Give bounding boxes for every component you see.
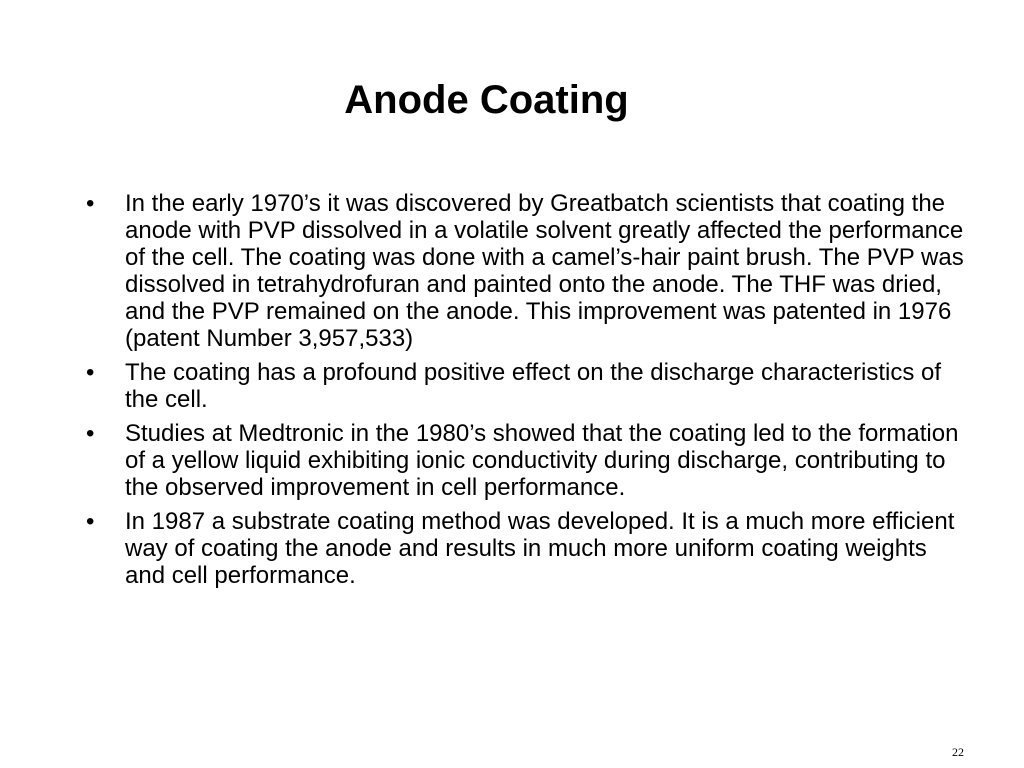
slide-title: Anode Coating xyxy=(344,78,629,122)
bullet-icon: • xyxy=(86,359,95,386)
bullet-text: In the early 1970’s it was discovered by Greatbatch scientists that coating the anode with PVP dissolved in a volatile solvent greatly affected the performance of the cell. The coating was done with a camel’s-hair paint brush. The PVP was dissolved in tetrahydrofuran and painted onto the anode. The THF was dried, and the PVP remained on the anode. This improvement was patented in 1976 (patent Number 3,957,533) xyxy=(125,190,964,352)
bullet-list xyxy=(84,190,964,596)
bullet-icon: • xyxy=(86,508,95,535)
bullet-text: The coating has a profound positive effect on the discharge characteristics of the cell. xyxy=(125,359,942,413)
bullet-text: In 1987 a substrate coating method was developed. It is a much more efficient way of coating the anode and results in much more uniform coating weights and cell performance. xyxy=(125,508,955,589)
bullet-item xyxy=(84,420,964,501)
slide-number: 22 xyxy=(952,745,964,759)
bullet-item xyxy=(84,508,964,589)
bullet-text: Studies at Medtronic in the 1980’s showed that the coating led to the formation of a yellow liquid exhibiting ionic conductivity during discharge, contributing to the observed improvement in cell performance. xyxy=(125,420,959,501)
bullet-item xyxy=(84,359,964,413)
bullet-item xyxy=(84,190,964,352)
bullet-icon: • xyxy=(86,190,95,217)
bullet-icon: • xyxy=(86,420,95,447)
